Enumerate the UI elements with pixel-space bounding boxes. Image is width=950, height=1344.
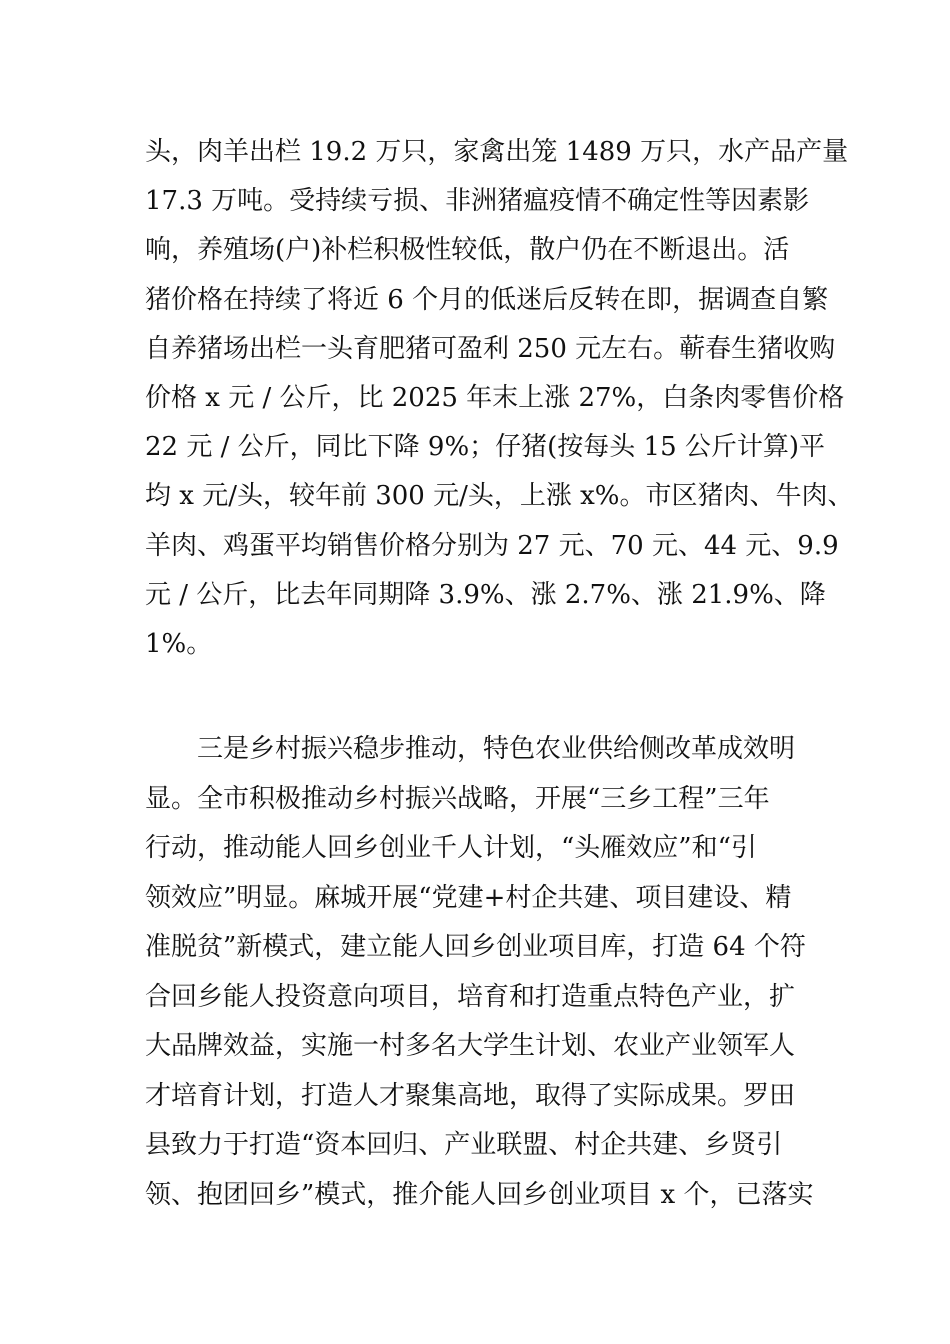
text-line: 才培育计划，打造人才聚集高地，取得了实际成果。罗田 [145,1080,796,1111]
text-line: 价格 x 元 / 公斤，比 2025 年末上涨 27%，白条肉零售价格 [145,383,845,413]
text-line: 17.3 万吨。受持续亏损、非洲猪瘟疫情不确定性等因素影 [145,186,810,217]
text-line: 领效应”明显。麻城开展“党建+村企共建、项目建设、精 [145,882,792,913]
text-line: 领、抱团回乡”模式，推介能人回乡创业项目 x 个，已落实 [145,1179,814,1210]
text-line: 元 / 公斤，比去年同期降 3.9%、涨 2.7%、涨 21.9%、降 [145,579,826,610]
text-line: 显。全市积极推动乡村振兴战略，开展“三乡工程”三年 [145,783,770,814]
text-line: 1%。 [145,629,213,659]
text-line: 行动，推动能人回乡创业千人计划，“头雁效应”和“引 [145,833,757,863]
text-line: 均 x 元/头，较年前 300 元/头，上涨 x%。市区猪肉、牛肉、 [145,481,854,512]
text-line: 准脱贫”新模式，建立能人回乡创业项目库，打造 64 个符 [145,932,806,962]
text-line: 猪价格在持续了将近 6 个月的低迷后反转在即，据调查自繁 [145,284,829,315]
text-line: 三是乡村振兴稳步推动，特色农业供给侧改革成效明 [197,734,796,764]
text-line: 羊肉、鸡蛋平均销售价格分别为 27 元、70 元、44 元、9.9 [145,530,839,561]
text-line: 头，肉羊出栏 19.2 万只，家禽出笼 1489 万只，水产品产量 [145,137,849,167]
text-line: 自养猪场出栏一头育肥猪可盈利 250 元左右。蕲春生猪收购 [145,333,836,364]
text-line: 大品牌效益，实施一村多名大学生计划、农业产业领军人 [145,1031,796,1061]
text-line: 22 元 / 公斤，同比下降 9%；仔猪(按每头 15 公斤计算)平 [145,432,826,463]
text-line: 县致力于打造“资本回归、产业联盟、村企共建、乡贤引 [145,1130,783,1160]
text-line: 响，养殖场(户)补栏积极性较低，散户仍在不断退出。活 [145,235,790,266]
text-line: 合回乡能人投资意向项目，培育和打造重点特色产业，扩 [145,981,796,1012]
